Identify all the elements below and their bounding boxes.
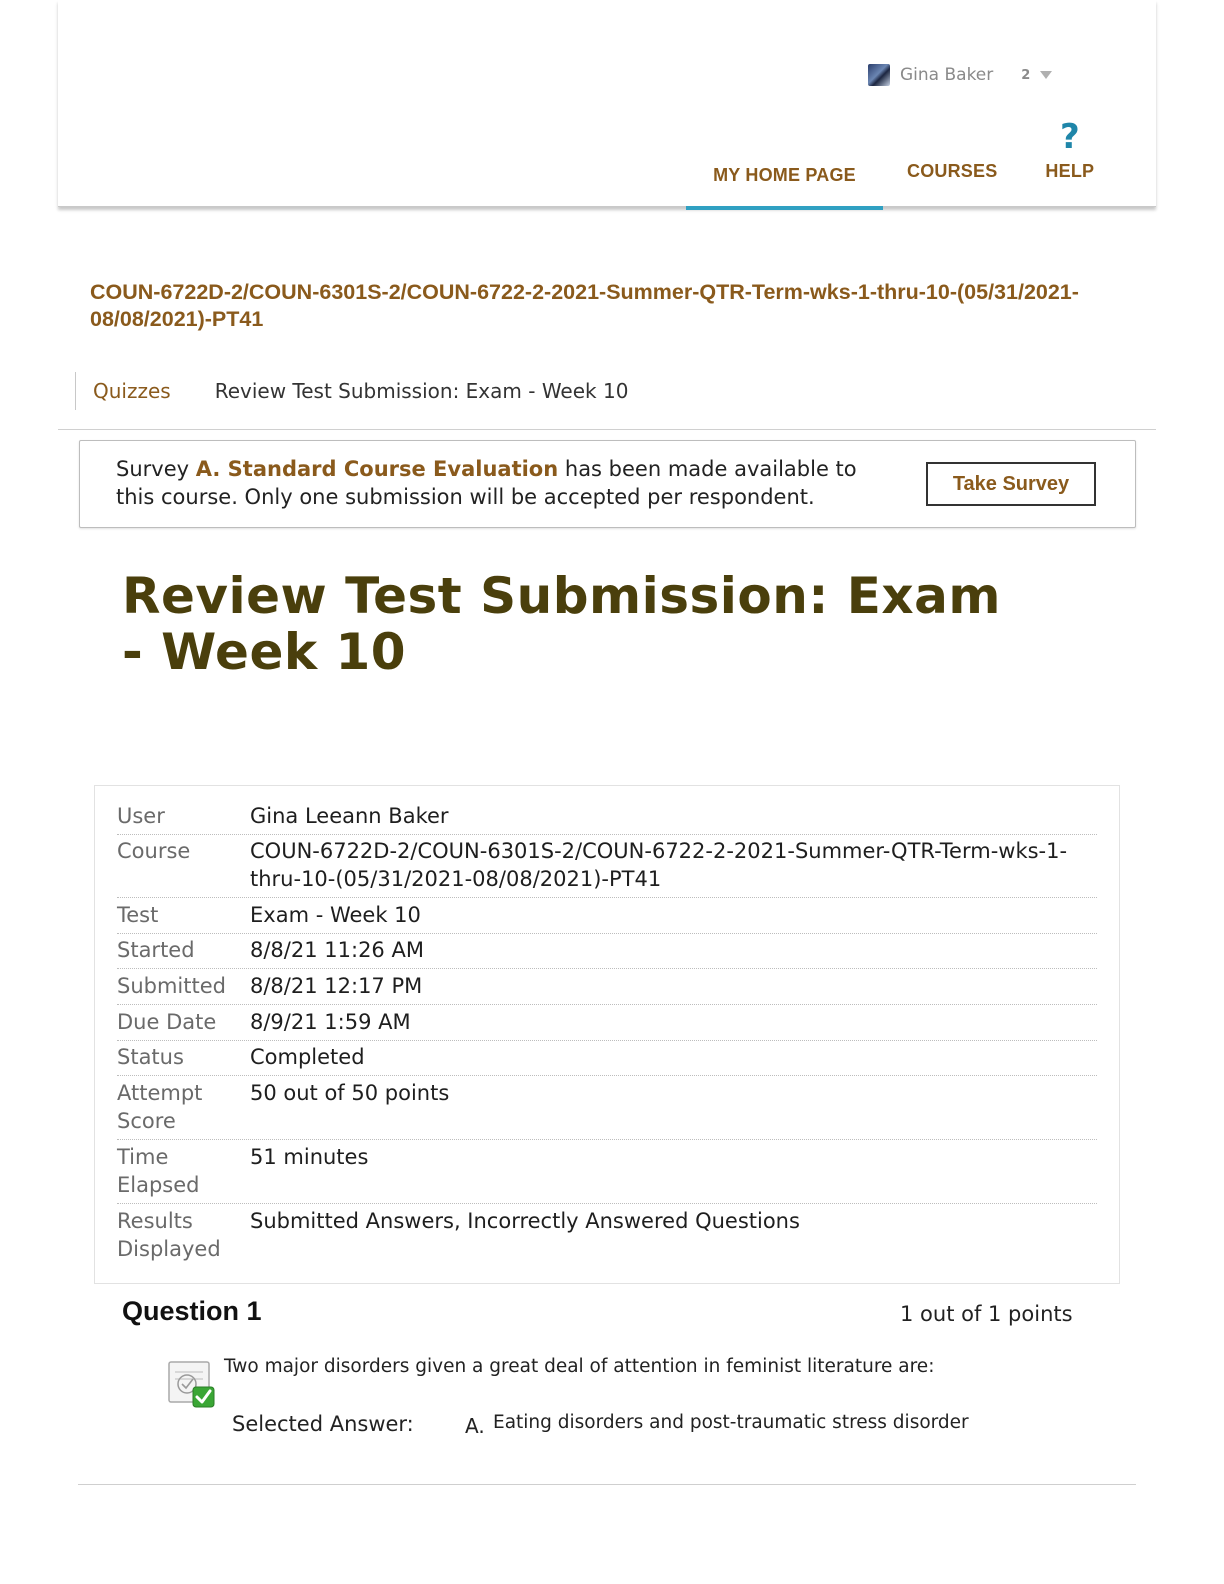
detail-row-time-elapsed	[117, 1141, 1097, 1204]
detail-label: User	[117, 804, 165, 828]
detail-row-test	[117, 899, 1097, 934]
detail-value: 51 minutes	[250, 1145, 369, 1169]
detail-label: Submitted	[117, 974, 226, 998]
detail-row-user	[117, 800, 1097, 835]
detail-value: Exam - Week 10	[250, 903, 421, 927]
breadcrumb	[75, 372, 628, 410]
chevron-down-icon[interactable]	[1040, 71, 1052, 79]
detail-label: Time Elapsed	[117, 1145, 200, 1197]
top-header	[58, 0, 1156, 207]
nav-label: COURSES	[907, 161, 998, 181]
nav-label: MY HOME PAGE	[713, 165, 856, 185]
detail-value: 8/9/21 1:59 AM	[250, 1010, 411, 1034]
detail-label: Attempt Score	[117, 1081, 203, 1133]
divider	[58, 429, 1156, 430]
avatar[interactable]	[868, 64, 890, 86]
question-points: 1 out of 1 points	[900, 1302, 1073, 1326]
survey-banner	[79, 440, 1136, 528]
user-name[interactable]: Gina Baker	[900, 65, 994, 85]
detail-value: Gina Leeann Baker	[250, 804, 449, 828]
main-nav	[686, 117, 1118, 206]
detail-label: Test	[117, 903, 159, 927]
survey-suffix: has been made available to this course. Only one submission will be accepted per respondent.	[116, 457, 857, 509]
detail-label: Due Date	[117, 1010, 217, 1034]
submission-details	[94, 785, 1120, 1284]
detail-label: Results Displayed	[117, 1209, 221, 1261]
detail-label: Started	[117, 938, 195, 962]
detail-value: Submitted Answers, Incorrectly Answered Questions	[250, 1209, 800, 1233]
nav-label: HELP	[1045, 161, 1095, 181]
help-question-icon[interactable]: ?	[1059, 117, 1080, 157]
detail-value: 8/8/21 11:26 AM	[250, 938, 424, 962]
detail-value: 8/8/21 12:17 PM	[250, 974, 423, 998]
detail-label: Status	[117, 1045, 184, 1069]
nav-my-home-page[interactable]	[686, 120, 883, 210]
question-text: Two major disorders given a great deal of attention in feminist literature are:	[224, 1356, 935, 1377]
detail-row-started	[117, 934, 1097, 969]
detail-row-submitted	[117, 970, 1097, 1005]
page-title: Review Test Submission: Exam - Week 10	[122, 567, 1001, 681]
detail-value: Completed	[250, 1045, 365, 1069]
notification-count[interactable]: 2	[1021, 67, 1031, 83]
user-menu[interactable]	[868, 62, 1052, 88]
detail-value: 50 out of 50 points	[250, 1081, 450, 1105]
detail-row-due-date	[117, 1006, 1097, 1041]
detail-row-course	[117, 835, 1097, 898]
detail-label: Course	[117, 839, 191, 863]
survey-prefix: Survey	[116, 457, 196, 481]
detail-row-results-displayed	[117, 1205, 1097, 1267]
selected-answer-text: Eating disorders and post-traumatic stress disorder	[493, 1412, 969, 1433]
survey-link[interactable]: A. Standard Course Evaluation	[195, 457, 559, 481]
nav-courses[interactable]	[883, 120, 1021, 206]
nav-help[interactable]	[1021, 117, 1118, 206]
divider	[78, 1484, 1136, 1485]
detail-row-attempt-score	[117, 1077, 1097, 1140]
take-survey-button[interactable]: Take Survey	[926, 462, 1096, 506]
question-title: Question 1	[122, 1296, 262, 1326]
course-title-link[interactable]: COUN-6722D-2/COUN-6301S-2/COUN-6722-2-2021-Summer-QTR-Term-wks-1-thru-10-(05/31/2021-08/08/2021)-PT41	[90, 280, 1079, 331]
breadcrumb-current: Review Test Submission: Exam - Week 10	[214, 379, 629, 403]
detail-row-status	[117, 1041, 1097, 1076]
survey-message	[116, 455, 896, 511]
breadcrumb-quizzes-link[interactable]: Quizzes	[93, 379, 171, 403]
answer-letter: A.	[465, 1414, 485, 1438]
selected-answer-label: Selected Answer:	[232, 1412, 414, 1436]
detail-value: COUN-6722D-2/COUN-6301S-2/COUN-6722-2-2021-Summer-QTR-Term-wks-1-thru-10-(05/31/2021-08/08/2021)-PT41	[250, 839, 1068, 891]
correct-check-icon	[167, 1359, 217, 1409]
